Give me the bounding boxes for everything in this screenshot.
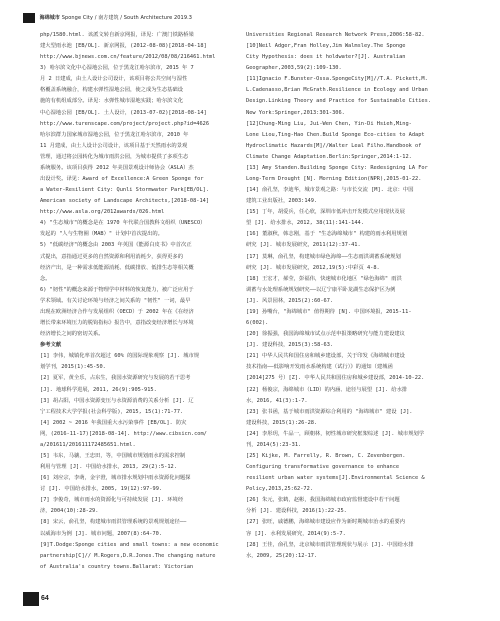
text-line: New York:Springer,2013:301-306. bbox=[246, 109, 345, 116]
text-line: 念。 bbox=[40, 275, 51, 282]
text-line: [19] 孙嘴台，"海绵城市" 值得期待 [N]. 中国环境报，2015-11- bbox=[246, 308, 412, 315]
text-line: [25] Kijke, M. Farrelly, R. Brown, C. Zevenbergen. bbox=[246, 452, 406, 459]
text-line: 以威海市为例 [J]. 城市问题，2007(8):64-70. bbox=[40, 530, 163, 537]
text-line: 网，(2016-11-17)[2018-08-14]. http://www.cibsicn.com/ bbox=[40, 430, 207, 437]
text-line: 发起的 "人与生物圈（MAB）" 计划中首次提出的。 bbox=[40, 231, 163, 238]
text-line: [J]. 建设科技，2015(3):58-63. bbox=[246, 342, 334, 349]
text-line: of Australia's country towns.Ballarat: Victorian bbox=[40, 563, 194, 570]
text-line: [14] 俞孔坚，李迪华，城市景观之路：与市长交流 [M]. 北京：中国 bbox=[246, 187, 414, 194]
text-line: [26] 朱元，张鹤，赵彬，我国海绵城市政府监督建设中若干问题 bbox=[246, 497, 400, 504]
text-line: 划学刊，2015(1):45-50. bbox=[40, 364, 106, 371]
text-line: [15] 丁年，胡爱兵，任心欣，深圳市低冲击开发模式应用现状及展 bbox=[246, 209, 405, 216]
text-line: 调蓄与水处理系统规划研究——以辽宁康平卧龙湖生态保护区为例 bbox=[246, 286, 396, 293]
text-line: American society of Landscape Architects,[2018-08-14] bbox=[40, 198, 210, 205]
references-heading: 参考文献 bbox=[40, 342, 62, 349]
text-line: 系统服务。该项目获得 2012 年美国景观设计师协会（ASLA）杰 bbox=[40, 164, 194, 171]
text-line: [18] 王宏才，郝莹，彭福伟，快速城市化地区 "绿色海绵" 雨洪 bbox=[246, 275, 402, 282]
text-line: 11 月建成，由土人设计公司设计，该项目基于天然雨水的景观 bbox=[40, 142, 188, 149]
text-line: 经济增长之间的密切关系。 bbox=[40, 331, 104, 338]
text-line: [1] 李伟，城镇化率首次超过 60% 的国际现象观察 [J]. 城市规 bbox=[40, 353, 200, 360]
text-line: http://www.asla.org/2012awards/026.html bbox=[40, 209, 165, 216]
text-line: [13] Amy Standen.Building Sponge City: Redesigning LA For bbox=[246, 164, 428, 171]
text-line: [J]. 地球科学进展，2011, 26(9):905-915. bbox=[40, 386, 157, 393]
text-line: [12]Chung-Ming Liu, Jui-Wen Chen, Yin-Di Hsieh,Ming- bbox=[246, 120, 412, 127]
text-line: 6) "韧性"的概念来源于物理学中材料的恢复能力，被广泛应用于 bbox=[40, 286, 194, 293]
text-line: 格覆盖系统融合，构建水弹性湿地公园，使之成为生态基础设 bbox=[40, 87, 184, 94]
text-line: [24] 李彤玥，牛品一，顾朝林，韧性城市研究框架综述 [J]. 城市规划学 bbox=[246, 430, 425, 437]
text-line: 容 [J]. 水利发展研究，2014(9):5-7. bbox=[246, 530, 346, 537]
header-separator: / bbox=[93, 15, 99, 21]
text-line: 刊，2014(5):23-31. bbox=[246, 441, 302, 448]
text-line: 6(002). bbox=[246, 320, 269, 327]
text-line: [8] 宋云，俞孔坚，构建城市雨洪管理系统的景观规划途径—— bbox=[40, 519, 187, 526]
text-line: Configuring transformative governance to enhance bbox=[246, 464, 400, 471]
text-line: 4) "生态城市"的概念是在 1970 年代联合国教科文组织（UNESCO） bbox=[40, 220, 206, 227]
text-line: [21] 中华人民共和国住房和城乡建设部，关于印发《海绵城市建设 bbox=[246, 353, 405, 360]
text-line: [6] 刘应宗，李萌，金宇澄，城市排水规划中雨水资源化问题探 bbox=[40, 475, 191, 482]
page-number: 64 bbox=[41, 595, 49, 602]
text-line: partnership[C]// M.Rogers,D.R.Jones.The changing nature bbox=[40, 552, 216, 559]
text-line: Hydroclimatic Hazards[M]//Walter Leal Filho.Handbook of bbox=[246, 142, 422, 149]
text-line: 经济产出，是一种需求低能源消耗、低碳排放、低排生态等相关概 bbox=[40, 264, 194, 271]
text-line: 宁工程技术大学学报(社会科学版)，2015, 15(1):71-77. bbox=[40, 408, 184, 415]
right-text-column bbox=[246, 30, 458, 562]
text-line: [7] 李俊奇，城市雨水的资源化与可持续发展 [J]. 环境经 bbox=[40, 497, 184, 504]
text-line: 哈尔滨群力国家城市湿地公园，位于黑龙江哈尔滨市，2010 年 bbox=[40, 131, 189, 138]
header-section: 南方建筑 / South Architecture 2019.3 bbox=[98, 15, 193, 21]
text-line: 研究 [J]. 城市发展研究，2012,19(5):中彩页 4-8. bbox=[246, 264, 380, 271]
text-line: resilient urban water systems[J].Environmental Science & bbox=[246, 475, 425, 482]
text-line: 讨 [J]. 中国给水排水，2005, 19(12):97-99. bbox=[40, 486, 163, 493]
footer-bar bbox=[23, 592, 39, 606]
header-block-icon bbox=[23, 13, 35, 23]
text-line: 5) "低碳经济"的概念由 2003 年英国《能源白皮书》中首次正 bbox=[40, 242, 192, 249]
text-line: 利用与管理 [J]. 中国给水排水，2013, 29(2):5-12. bbox=[40, 464, 177, 471]
text-line: 建设科技，2015(1):26-28. bbox=[246, 419, 318, 426]
text-line: [23] 张书函，基于城市雨洪资源综合利用的 "海绵城市" 建设 [J]. bbox=[246, 408, 413, 415]
text-line: 建大型雨水池 [EB/OL]. 新京网报，(2012-08-08)[2018-04-18] bbox=[40, 43, 207, 50]
text-line: 研究 [J]. 城市发展研究，2011(12):37-41. bbox=[246, 242, 361, 249]
text-line: 式提出，意指通过更多的自然资源和利用消耗少，获得更多的 bbox=[40, 253, 184, 260]
text-line: 学术领域。有关讨论环境与经济之间关系的 "韧性" 一词，最早 bbox=[40, 297, 191, 304]
text-line: 出设计奖。译见：Award of Excellence:A Green Sponge for bbox=[40, 176, 204, 183]
text-line: [5] 韦东，马骧，王忠田，等，中国城市规划雨水的需求控制 bbox=[40, 452, 186, 459]
header-text bbox=[40, 15, 193, 21]
text-line: [2014]275 号）[Z]. 中华人民共和国住房和城乡建设部，2014-10-22. bbox=[246, 375, 425, 382]
text-line: 分析 [J]. 建设科技，2016(1):22-25. bbox=[246, 508, 347, 515]
text-line: php/1580.html. 该派文转自新京网报，译见：广澳门铁路桥梁 bbox=[40, 32, 194, 38]
text-line: [28] 王佳，俞孔坚，北京城市雨洪管理现状与展示 [J]. 中国给水排 bbox=[246, 541, 414, 548]
text-line: 水，2009, 25(20):12-17. bbox=[246, 552, 318, 559]
text-line: [17] 莫琳，俞孔坚，构建城市绿色海绵——生态雨洪调蓄系统规划 bbox=[246, 253, 401, 260]
text-line: [27] 张旺，戚德鹏，海绵城市建设应作为新时期城市治水的重要内 bbox=[246, 519, 405, 526]
text-line: [2] 夏军，黄全乐，占东生，我国水资源研究与发展的若干思考 bbox=[40, 375, 191, 382]
text-line: Design.Linking Theory and Practice for Sustainable Cities. bbox=[246, 98, 431, 105]
text-line: Lone Liou,Ting-Hao Chen.Build Sponge Eco-cities to Adapt bbox=[246, 131, 425, 138]
text-line: 建筑工业出版社，2003:149. bbox=[246, 198, 318, 205]
text-line: [3] 胡占阳，中国水资源变压与水资源消费的关系分析 [J]. 辽 bbox=[40, 397, 194, 404]
text-line: [4] 2002 ~ 2016 年我国重大水污染事件 [EB/OL]. 防灾 bbox=[40, 419, 187, 426]
text-line: [20] 徐振强，我国海绵城市试点示范申报策略研究与能力建设建议 bbox=[246, 331, 405, 338]
running-header bbox=[23, 12, 481, 24]
text-line: L.Cadenasso,Brian McGrath.Resilience in Ecology and Urban bbox=[246, 87, 428, 94]
text-line: 技术指南——低影响开发雨水系统构建（试行）》的通知（建城函 bbox=[246, 364, 393, 371]
text-line: [9]T.Dodge:Sponge cities and small towns: a new economic bbox=[40, 541, 219, 548]
text-line: a Water-Resilient City: Qunli Stormwater Park[EB/OL]. bbox=[40, 187, 210, 194]
header-title-zh: 海绵城市 bbox=[39, 15, 60, 21]
text-line: 3) 哈尔滨文化中心湿地公园，位于黑龙江哈尔滨市，2015 年 7 bbox=[40, 65, 194, 72]
text-line: [10]Neil Adger,Fran Holley,Jim Walmsley.The Sponge bbox=[246, 43, 406, 50]
text-line: Long-Term Drought [N]. Morning Edition(NPR),2015-01-22. bbox=[246, 176, 422, 183]
text-line: [J]. 风景园林，2015(2):60-67. bbox=[246, 297, 334, 304]
text-line: 望 [J]. 给水排水，2012, 38(11):141-144. bbox=[246, 220, 364, 227]
text-line: Universities Regional Research Network Press,2006:58-82. bbox=[246, 32, 425, 38]
text-line: 水，2016, 41(3):1-7. bbox=[246, 397, 308, 404]
text-line: http://www.bjnews.com.cn/feature/2012/08/08/216461.html bbox=[40, 54, 216, 61]
text-line: 济，2004(10):28-29. bbox=[40, 508, 99, 515]
text-line: 中心湿地公园 [EB/OL]. 土人设计，(2013-07-02)[2018-08-14] bbox=[40, 109, 207, 116]
text-line: a/201611/201611172485651.html. bbox=[40, 441, 136, 448]
text-line: 施的有机组成部分。译见：水弹性城市湿地实践；哈尔滨文化 bbox=[40, 98, 184, 105]
text-line: Geographer,2003,59(2):109-130. bbox=[246, 65, 342, 72]
left-text-column bbox=[40, 30, 252, 573]
text-line: 出现在欧洲经济合作与发展组织（OECD）于 2002 年在《在经济 bbox=[40, 308, 194, 315]
text-line: 管理，通过将公园转化为城市雨洪公园，为城市提供了多项生态 bbox=[40, 153, 189, 160]
text-line: City Hypothesis: does it holdwater?[J]. Australian bbox=[246, 54, 406, 61]
text-line: [11]Ignacio F.Bunster-Ossa.SpongeCity[M]//T.A. Pickett,M. bbox=[246, 76, 428, 83]
text-line: http://www.turenscape.com/project/project.php?id=4626 bbox=[40, 120, 210, 127]
header-title-en: Sponge City bbox=[61, 15, 94, 21]
text-line: 增长带来环境压力的脱钩指标》报告中，意指改变经济增长与环境 bbox=[40, 320, 194, 327]
text-line: [16] 董淑秋，韩志刚，基于 "生态海绵城市" 构建的雨水利用规划 bbox=[246, 231, 408, 238]
text-line: [22] 杨俊宗，海绵城市（LID）的内涵、途径与展望 [J]. 给水排 bbox=[246, 386, 408, 393]
text-line: Policy,2013,25:62-72. bbox=[246, 486, 313, 493]
text-line: Climate Change Adaptation.Berlin:Springer,2014:1-12. bbox=[246, 153, 412, 160]
text-line: 月 2 日建成，由土人设计公司设计，该项目将公共空间与湿性 bbox=[40, 76, 188, 83]
